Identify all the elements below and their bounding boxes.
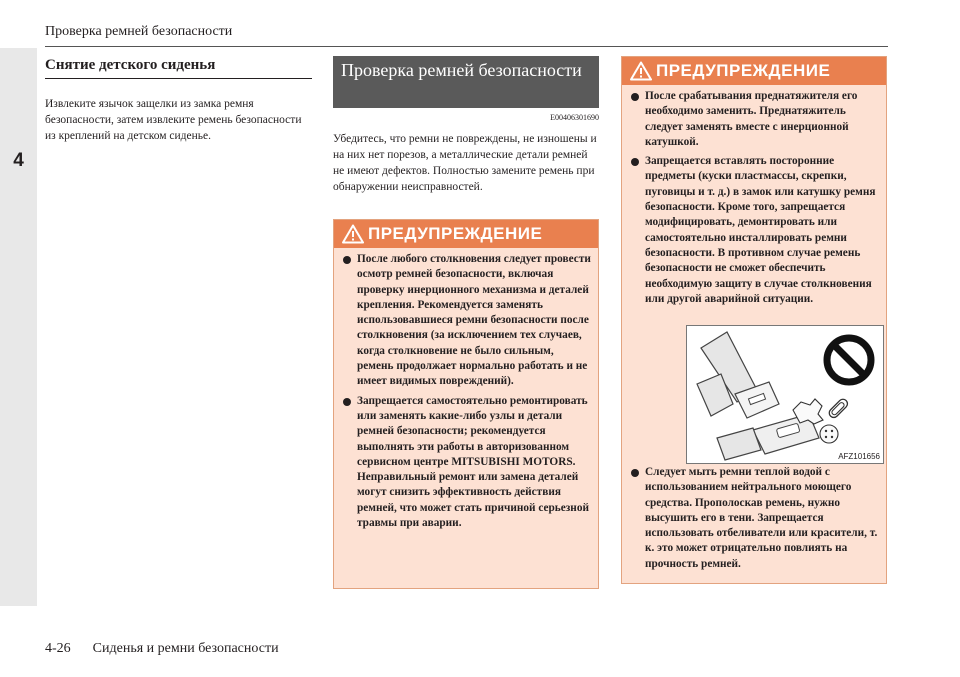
chapter-sidebar xyxy=(0,48,37,606)
inspection-body: Убедитесь, что ремни не повреждены, не изношены и на них нет порезов, а металлические детали ремней не имеют дефектов. Полностью замените ремень при обнаружении неисправностей. xyxy=(333,133,597,193)
warning-box-1 xyxy=(333,219,599,589)
warning-box-2 xyxy=(621,56,887,584)
warning-label: ПРЕДУПРЕЖДЕНИЕ xyxy=(368,224,543,243)
page-number: 4-26 xyxy=(45,641,71,656)
chapter-number: 4 xyxy=(13,150,24,171)
bullet-icon xyxy=(343,256,351,264)
warning-list xyxy=(342,252,592,535)
warning-triangle-icon xyxy=(630,61,652,81)
bullet-icon xyxy=(631,93,639,101)
section-heading: Снятие детского сиденья xyxy=(45,57,216,73)
seatbelt-illustration-icon xyxy=(687,326,883,463)
section-rule xyxy=(45,78,312,79)
header-rule xyxy=(45,46,888,47)
warning-header xyxy=(622,57,886,85)
warning-list xyxy=(630,89,880,311)
figure-code: AFZ101656 xyxy=(838,452,880,461)
page-title: Проверка ремней безопасности xyxy=(333,56,599,108)
seatbelt-prohibition-figure xyxy=(686,325,884,464)
warning-triangle-icon xyxy=(342,224,364,244)
warning-item: Следует мыть ремни теплой водой с использованием нейтрального моющего средства. Прополоскав ремень, нужно высушить его в тени. Запрещается использовать отбеливатели или красители, т. к. это может отрицательно повлиять на прочность ремней. xyxy=(630,465,880,572)
warning-label: ПРЕДУПРЕЖДЕНИЕ xyxy=(656,61,831,80)
section-body: Извлеките язычок защелки из замка ремня безопасности, затем извлеките ремень безопасности из креплений на детском сиденье. xyxy=(45,98,302,142)
warning-list xyxy=(630,465,880,576)
document-code: E00406301690 xyxy=(550,113,599,122)
bullet-icon xyxy=(631,469,639,477)
bullet-icon xyxy=(343,398,351,406)
warning-header xyxy=(334,220,598,248)
warning-item: Запрещается вставлять посторонние предметы (куски пластмассы, скрепки, пуговицы и т. д.) в замок или катушку ремня безопасности. Кроме того, запрещается модифицировать, демонтировать или самостоятельно инсталлировать ремни безопасности. В противном случае ремень безопасности не сможет обеспечить необходимую защиту в случае столкновения или другой аварийной ситуации. xyxy=(630,154,880,307)
running-header: Проверка ремней безопасности xyxy=(45,24,233,39)
warning-item: Запрещается самостоятельно ремонтировать или заменять какие-либо узлы и детали ремней безопасности; рекомендуется выполнять эти работы в авторизованном сервисном центре MITSUBISHI MOTORS. Неправильный ремонт или замена деталей могут снизить эффективность действия ремней, что может стать причиной серьезной травмы при аварии. xyxy=(342,394,592,532)
footer-section: Сиденья и ремни безопасности xyxy=(92,641,279,656)
page-footer xyxy=(45,641,279,657)
warning-item: После любого столкновения следует провести осмотр ремней безопасности, включая проверку инерционного механизма и деталей крепления. Рекомендуется заменять использовавшиеся ремни безопасности после столкновения (за исключением тех случаев, когда столкновение не было сильным, ремень продолжает нормально работать и не имеет видимых повреждений). xyxy=(342,252,592,390)
warning-item: После срабатывания преднатяжителя его необходимо заменить. Преднатяжитель следует заменять вместе с инерционной катушкой. xyxy=(630,89,880,150)
bullet-icon xyxy=(631,158,639,166)
